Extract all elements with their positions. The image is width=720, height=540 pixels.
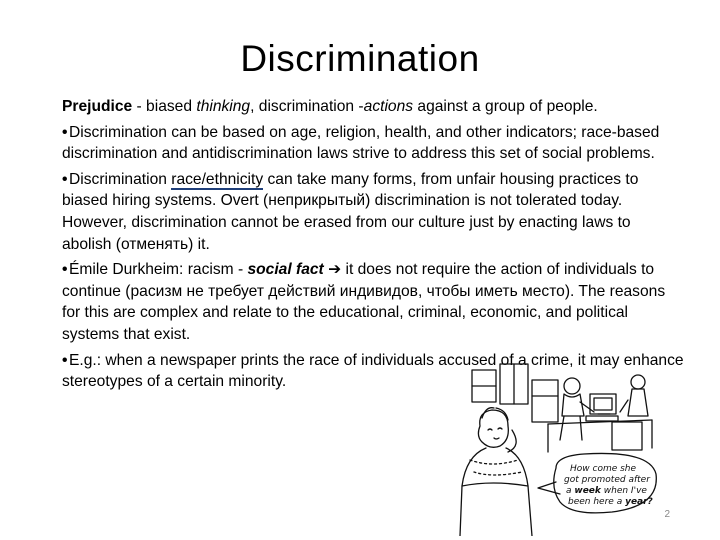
bullet-dot: • xyxy=(62,170,68,188)
text-fragment: Émile Durkheim: racism - xyxy=(69,261,248,279)
term-prejudice: Prejudice xyxy=(62,98,133,115)
bubble-line-4: been here a year? xyxy=(568,497,653,507)
slide-body xyxy=(62,96,684,397)
office-cartoon-illustration xyxy=(452,356,668,536)
text-fragment: - biased xyxy=(132,98,197,115)
text-fragment: can take many forms, from unfair housing practices to biased hiring systems. Overt (неприкрытый) discrimination is not tolerated today. However, discrimination cannot be erased from our culture just by enacting laws to abolish (отменять) it. xyxy=(62,170,639,253)
bullet-dot: • xyxy=(62,123,68,141)
bullet-dot: • xyxy=(62,351,68,369)
bullet-paragraph-1 xyxy=(62,122,684,165)
page-number: 2 xyxy=(664,509,670,520)
text-fragment: against a group of people. xyxy=(413,98,598,115)
bubble-line-2: got promoted after xyxy=(564,475,650,485)
bullet-dot: • xyxy=(62,261,68,279)
slide-title: Discrimination xyxy=(240,38,480,79)
bullet-paragraph-2 xyxy=(62,169,684,255)
emphasis-thinking: thinking xyxy=(196,98,251,115)
text-fragment: , discrimination - xyxy=(250,98,364,115)
bubble-line-1: How come she xyxy=(570,464,637,474)
strong-social-fact: social fact xyxy=(247,261,324,279)
paragraph-text: E.g.: when a newspaper prints the race of individuals accused of a crime, it may enhance stereotypes of a certain minority. xyxy=(62,351,684,391)
underlined-race-ethnicity: race/ethnicity xyxy=(171,170,264,188)
text-fragment: it does not require the action of individuals to continue (расизм не требует действий индивидов, чтобы иметь место). The reasons for this are complex and relate to the educational, criminal, economic, and political systems that exist. xyxy=(62,261,666,343)
paragraph-text: Discrimination can be based on age, religion, health, and other indicators; race-based discrimination and antidiscrimination laws strive to address this set of social problems. xyxy=(62,123,660,163)
bubble-line-3: a week when I've xyxy=(566,486,647,496)
arrow-icon: ➔ xyxy=(323,261,346,279)
text-fragment: Discrimination xyxy=(69,170,172,188)
paragraph-prejudice xyxy=(62,96,684,118)
emphasis-actions: actions xyxy=(363,98,414,115)
bullet-paragraph-3 xyxy=(62,259,684,345)
